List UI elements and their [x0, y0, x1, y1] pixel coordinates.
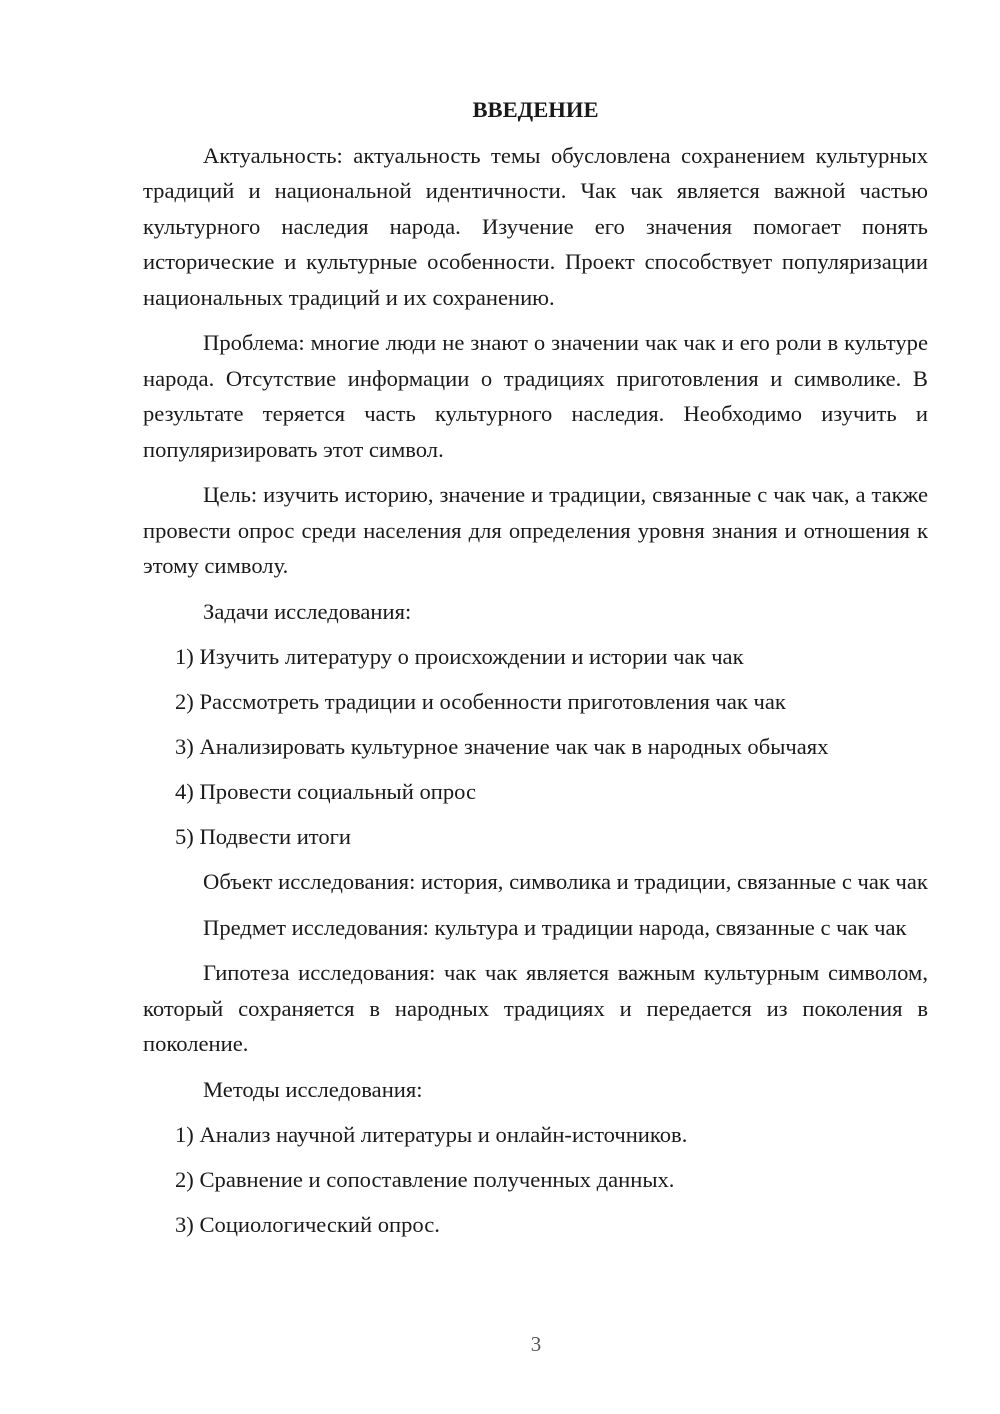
section-title: ВВЕДЕНИЕ	[472, 97, 599, 122]
tasks-list	[143, 639, 928, 855]
list-item: 4) Провести социальный опрос	[175, 779, 477, 804]
paragraph-goal: Цель: изучить историю, значение и традиции, связанные с чак чак, а также провести опрос среди населения для определения уровня знания и отношения к этому символу.	[143, 482, 928, 578]
methods-list	[143, 1117, 928, 1243]
paragraph-object: Объект исследования: история, символика и традиции, связанные с чак чак	[203, 869, 928, 894]
list-item: 1) Изучить литературу о происхождении и истории чак чак	[175, 644, 744, 669]
paragraph-hypothesis: Гипотеза исследования: чак чак является важным культурным символом, который сохраняется в народных традициях и передается из поколения в поколение.	[143, 960, 928, 1056]
paragraph-subject: Предмет исследования: культура и традиции народа, связанные с чак чак	[203, 914, 907, 940]
list-item: 2) Рассмотреть традиции и особенности приготовления чак чак	[175, 689, 786, 714]
list-item: 3) Социологический опрос.	[175, 1212, 440, 1237]
paragraph-relevance: Актуальность: актуальность темы обусловлена сохранением культурных традиций и национальной идентичности. Чак чак является важной частью культурного наследия народа. Изучение его значения помогает понять исторические и культурные особенности. Проект способствует популяризации национальных традиций и их сохранению.	[143, 142, 928, 310]
list-item: 5) Подвести итоги	[175, 824, 352, 849]
paragraph-problem: Проблема: многие люди не знают о значении чак чак и его роли в культуре народа. Отсутствие информации о традициях приготовления и символике. В результате теряется часть культурного наследия. Необходимо изучить и популяризировать этот символ.	[143, 330, 928, 462]
list-item: 2) Сравнение и сопоставление полученных данных.	[175, 1167, 675, 1192]
document-page	[143, 92, 928, 1252]
tasks-heading: Задачи исследования:	[203, 598, 412, 624]
page-number: 3	[530, 1332, 542, 1356]
list-item: 3) Анализировать культурное значение чак чак в народных обычаях	[175, 734, 829, 759]
methods-heading: Методы исследования:	[203, 1076, 423, 1102]
list-item: 1) Анализ научной литературы и онлайн-источников.	[175, 1122, 688, 1147]
